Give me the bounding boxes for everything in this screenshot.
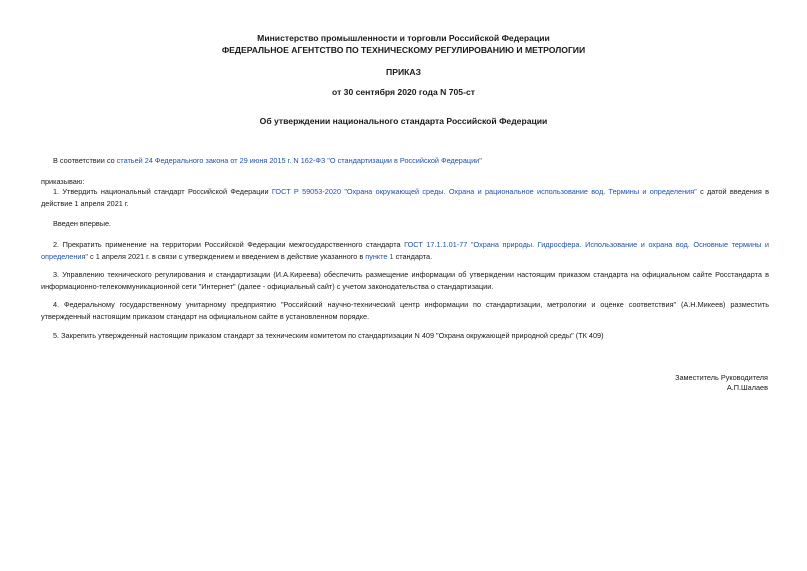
order-date-number: от 30 сентября 2020 года N 705-ст [332,87,475,97]
paragraph-4 [41,299,769,322]
ministry-title: Министерство промышленности и торговли Российской Федерации [257,33,550,43]
gost-17-1-1-01-77-link[interactable]: ГОСТ 17.1.1.01-77 "Охрана природы. Гидросфера. Использование и охрана вод. Основные термины и определения" [41,240,769,261]
signatory-position: Заместитель Руководителя [675,373,768,382]
paragraph-5 [41,330,769,342]
paragraph-5-text: 5. Закрепить утвержденный настоящим приказом стандарт за техническим комитетом по стандартизации N 409 "Охрана окружающей природной среды" (ТК 409) [53,331,604,340]
paragraph-3 [41,269,769,292]
paragraph-3-text: 3. Управлению технического регулирования и стандартизации (И.А.Киреева) обеспечить размещение информации об утверждении настоящим приказом стандарта на официальном сайте Росстандарта в информационно-телекоммуникационной сети "Интернет" (далее - официальный сайт) с учетом законодательства о стандартизации. [41,270,769,291]
order-subject: Об утверждении национального стандарта Российской Федерации [259,116,548,126]
order-word: приказываю: [41,177,85,186]
gost-r-59053-link[interactable]: ГОСТ Р 59053-2020 "Охрана окружающей среды. Охрана и рациональное использование вод. Термины и определения" [271,187,697,196]
signatory-name: А.П.Шалаев [726,383,768,392]
document-type: ПРИКАЗ [386,67,421,77]
paragraph-2-text: 2. Прекратить применение на территории Российской Федерации межгосударственного стандарта [53,240,405,249]
paragraph-2-middle: с 1 апреля 2021 г. в связи с утверждением и введением в действие указанного в [88,251,366,261]
paragraph-2 [41,239,769,262]
paragraph-4-text: 4. Федеральному государственному унитарному предприятию "Российский научно-технический центр информации по стандартизации, метрологии и оценке соответствия" (А.Н.Микеев) разместить утвержденный настоящим приказом стандарт на официальном сайте в установленном порядке. [41,300,769,321]
paragraph-1 [41,186,769,209]
point-1-link[interactable]: пункте 1 [365,251,394,261]
paragraph-1-text: 1. Утвердить национальный стандарт Российской Федерации [53,187,272,196]
paragraph-1-suffix: с датой введения в действие 1 апреля 2021 г. [41,187,769,208]
intro-paragraph [41,155,769,167]
paragraph-2-suffix: стандарта. [393,251,433,261]
federal-law-link[interactable]: статьей 24 Федерального закона от 29 июня 2015 г. N 162-ФЗ "О стандартизации в Российской Федерации" [116,156,482,165]
agency-title: ФЕДЕРАЛЬНОЕ АГЕНТСТВО ПО ТЕХНИЧЕСКОМУ РЕГУЛИРОВАНИЮ И МЕТРОЛОГИИ [221,45,586,55]
introduced-first-time-text: Введен впервые. [53,219,112,228]
intro-text: В соответствии со [53,156,117,165]
introduced-first-time [41,218,769,230]
